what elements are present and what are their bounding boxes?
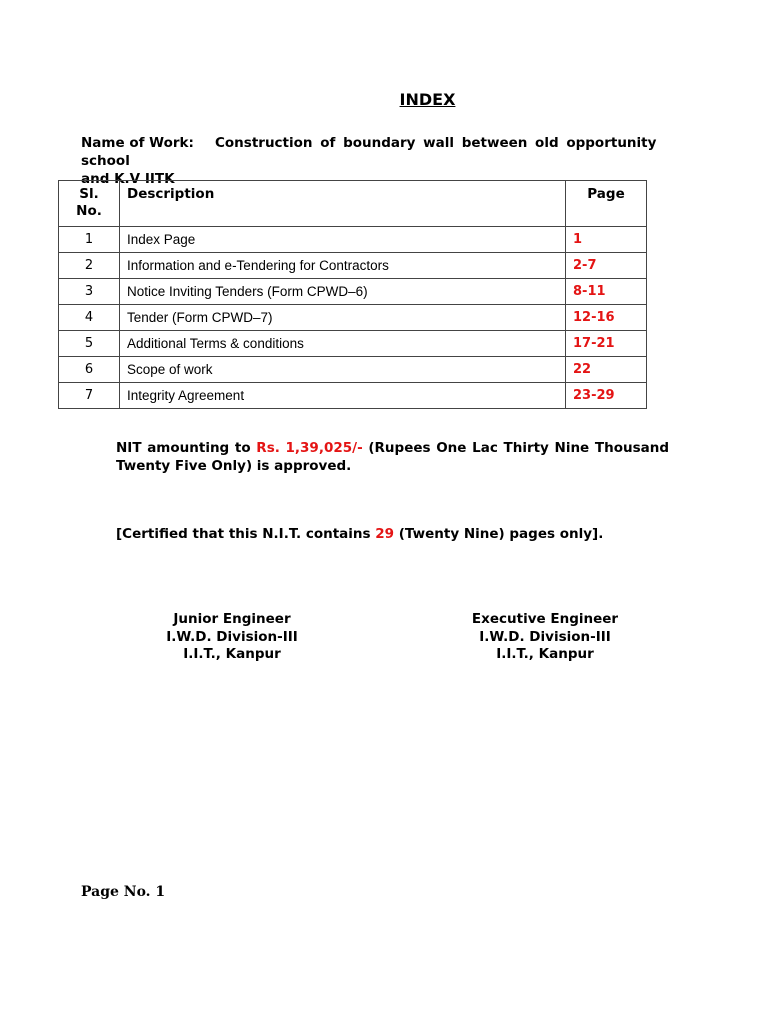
cert-prefix: [Certified that this N.I.T. contains [116, 526, 376, 542]
table-row [59, 279, 647, 305]
nit-prefix: NIT amounting to [116, 440, 257, 456]
row-sl: 5 [59, 331, 120, 357]
nit-approval-statement [116, 439, 669, 475]
row-sl: 3 [59, 279, 120, 305]
row-page: 8-11 [566, 279, 647, 305]
row-sl: 7 [59, 383, 120, 409]
header-page: Page [566, 181, 647, 227]
signatory-place: I.I.T., Kanpur [183, 646, 281, 662]
table-row [59, 227, 647, 253]
cert-page-count: 29 [375, 526, 395, 542]
row-description: Additional Terms & conditions [120, 331, 566, 357]
table-row [59, 383, 647, 409]
row-description: Scope of work [120, 357, 566, 383]
index-table [58, 180, 647, 409]
nit-amount: Rs. 1,39,025/- [256, 440, 363, 456]
signatory-division: I.W.D. Division-III [479, 628, 611, 645]
row-page: 2-7 [566, 253, 647, 279]
certification-statement [116, 526, 676, 542]
row-description: Notice Inviting Tenders (Form CPWD–6) [120, 279, 566, 305]
row-page: 23-29 [566, 383, 647, 409]
row-page: 22 [566, 357, 647, 383]
cert-suffix: (Twenty Nine) pages only]. [394, 526, 604, 542]
row-page: 1 [566, 227, 647, 253]
name-of-work-label: Name of Work: [81, 135, 194, 151]
signatory-place: I.I.T., Kanpur [496, 646, 594, 662]
page-title: INDEX [399, 90, 456, 109]
row-sl: 1 [59, 227, 120, 253]
header-description: Description [120, 181, 566, 227]
table-row [59, 357, 647, 383]
row-sl: 2 [59, 253, 120, 279]
row-description: Tender (Form CPWD–7) [120, 305, 566, 331]
header-sl-no: Sl. No. [59, 181, 120, 227]
row-description: Index Page [120, 227, 566, 253]
name-of-work-value-cont: and K.V IITK [81, 171, 175, 187]
page-number-footer: Page No. 1 [81, 884, 166, 900]
row-sl: 4 [59, 305, 120, 331]
name-of-work-value: Construction of boundary wall between old opportunity school [81, 135, 657, 169]
table-row [59, 331, 647, 357]
row-page: 17-21 [566, 331, 647, 357]
table-header-row [59, 181, 647, 227]
signatory-executive-engineer [435, 611, 655, 664]
row-description: Information and e-Tendering for Contractors [120, 253, 566, 279]
row-description: Integrity Agreement [120, 383, 566, 409]
row-page: 12-16 [566, 305, 647, 331]
row-sl: 6 [59, 357, 120, 383]
nit-suffix: (Rupees One Lac Thirty Nine Thousand Twenty Five Only) is approved. [116, 440, 670, 474]
table-row [59, 305, 647, 331]
signatory-designation: Junior Engineer [173, 611, 291, 627]
signatory-designation: Executive Engineer [471, 611, 619, 627]
table-row [59, 253, 647, 279]
signatory-division: I.W.D. Division-III [166, 628, 298, 645]
signatory-junior-engineer [122, 611, 342, 664]
